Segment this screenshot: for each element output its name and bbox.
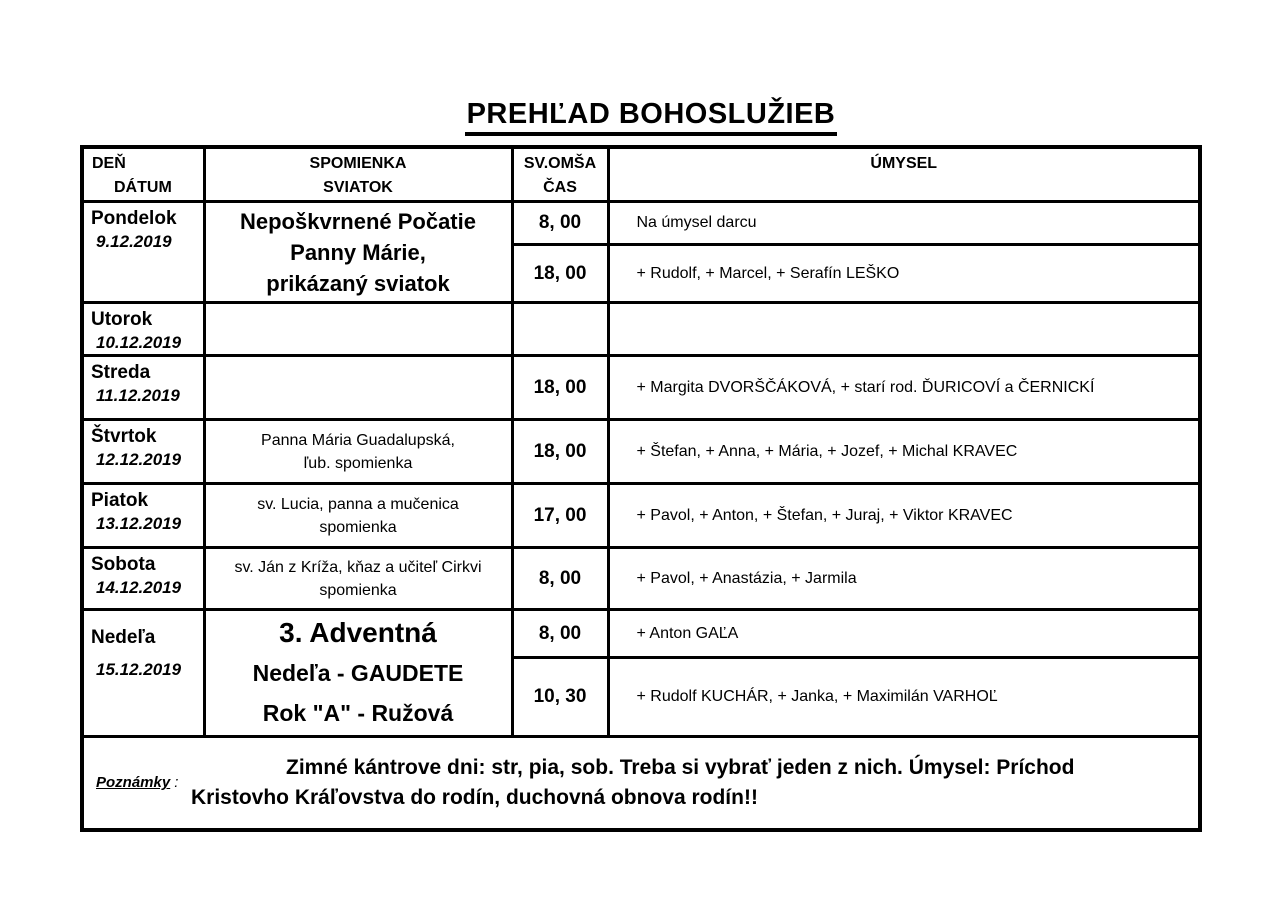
notes-cell (82, 737, 1200, 830)
feast-cell-wednesday (204, 356, 512, 420)
day-name: Štvrtok (91, 426, 157, 447)
mass-intention: + Pavol, + Anastázia, + Jarmila (608, 548, 1200, 610)
header-mass-line1: SV.OMŠA (523, 155, 597, 172)
header-date-label: DÁTUM (114, 179, 172, 196)
mass-intention: + Rudolf, + Marcel, + Serafín LEŠKO (608, 245, 1200, 303)
feast-cell-tuesday (204, 303, 512, 356)
day-name: Streda (91, 362, 151, 383)
feast-line: spomienka (319, 581, 397, 599)
mass-time: 8, 00 (512, 202, 608, 245)
feast-line: ľub. spomienka (303, 454, 413, 472)
table-row-friday (82, 484, 1200, 548)
feast-line: sv. Lucia, panna a mučenica (257, 495, 459, 513)
day-date: 10.12.2019 (96, 333, 182, 352)
table-row-saturday (82, 548, 1200, 610)
table-row-thursday (82, 420, 1200, 484)
notes-label-text: Poznámky (96, 774, 171, 792)
notes-label (96, 774, 191, 791)
mass-intention: + Anton GAĽA (608, 610, 1200, 658)
feast-cell-thursday (204, 420, 512, 484)
table-header-row (82, 147, 1200, 202)
table-row-tuesday (82, 303, 1200, 356)
day-cell-wednesday (82, 356, 204, 420)
feast-line: 3. Adventná (279, 617, 437, 648)
feast-line: Nedeľa - GAUDETE (252, 660, 464, 686)
day-date: 15.12.2019 (96, 660, 182, 679)
notes-text (191, 753, 1074, 813)
mass-time: 18, 00 (512, 420, 608, 484)
day-name: Pondelok (91, 208, 177, 229)
feast-cell-saturday (204, 548, 512, 610)
page-title: PREHĽAD BOHOSLUŽIEB (465, 98, 838, 136)
mass-intention: + Rudolf KUCHÁR, + Janka, + Maximilán VARHOĽ (608, 658, 1200, 737)
day-name: Sobota (91, 554, 156, 575)
day-name: Nedeľa (91, 627, 156, 648)
mass-time: 8, 00 (512, 548, 608, 610)
mass-time: 8, 00 (512, 610, 608, 658)
feast-line: Nepoškvrnené Počatie (240, 208, 476, 234)
header-memorial-line2: SVIATOK (323, 179, 393, 196)
notes-line: Zimné kántrove dni: str, pia, sob. Treba si vybrať jeden z nich. Úmysel: Príchod (286, 755, 1075, 779)
day-date: 11.12.2019 (96, 386, 180, 405)
feast-cell-sunday (204, 610, 512, 737)
mass-time (512, 303, 608, 356)
feast-line: spomienka (319, 518, 397, 536)
day-date: 13.12.2019 (96, 514, 182, 533)
header-memorial-line1: SPOMIENKA (309, 155, 407, 172)
day-cell-tuesday (82, 303, 204, 356)
table-row-sunday (82, 610, 1200, 658)
feast-cell-monday (204, 202, 512, 303)
day-cell-monday (82, 202, 204, 303)
header-memorial (204, 147, 512, 202)
mass-intention: + Margita DVORŠČÁKOVÁ, + starí rod. ĎURICOVÍ a ČERNICKÍ (608, 356, 1200, 420)
feast-line: Panny Márie, (290, 239, 426, 265)
day-cell-sunday (82, 610, 204, 737)
notes-line: Kristovho Kráľovstva do rodín, duchovná obnova rodín!! (191, 785, 758, 809)
header-mass-line2: ČAS (543, 179, 577, 196)
day-date: 9.12.2019 (96, 232, 172, 251)
header-day-label: DEŇ (92, 155, 126, 172)
mass-time: 10, 30 (512, 658, 608, 737)
feast-cell-friday (204, 484, 512, 548)
mass-schedule-table (80, 145, 1202, 832)
feast-line: prikázaný sviatok (266, 270, 450, 296)
day-date: 12.12.2019 (96, 450, 182, 469)
feast-line: Rok "A" - Ružová (262, 700, 454, 726)
notes-label-colon: : (174, 774, 179, 792)
mass-intention: Na úmysel darcu (608, 202, 1200, 245)
mass-intention: + Štefan, + Anna, + Mária, + Jozef, + Michal KRAVEC (608, 420, 1200, 484)
feast-line: sv. Ján z Kríža, kňaz a učiteľ Cirkvi (234, 558, 482, 576)
header-mass-time (512, 147, 608, 202)
header-intention: ÚMYSEL (608, 147, 1200, 202)
mass-intention: + Pavol, + Anton, + Štefan, + Juraj, + Viktor KRAVEC (608, 484, 1200, 548)
day-name: Utorok (91, 309, 153, 330)
feast-line: Panna Mária Guadalupská, (261, 431, 455, 449)
notes-row (82, 737, 1200, 830)
mass-time: 17, 00 (512, 484, 608, 548)
day-date: 14.12.2019 (96, 578, 182, 597)
table-row-wednesday (82, 356, 1200, 420)
header-day-date (82, 147, 204, 202)
day-cell-thursday (82, 420, 204, 484)
mass-time: 18, 00 (512, 245, 608, 303)
notes-wrap (96, 753, 1190, 813)
title-container (0, 98, 1280, 136)
day-cell-friday (82, 484, 204, 548)
table-row-monday (82, 202, 1200, 245)
mass-time: 18, 00 (512, 356, 608, 420)
day-cell-saturday (82, 548, 204, 610)
mass-intention (608, 303, 1200, 356)
day-name: Piatok (91, 490, 149, 511)
